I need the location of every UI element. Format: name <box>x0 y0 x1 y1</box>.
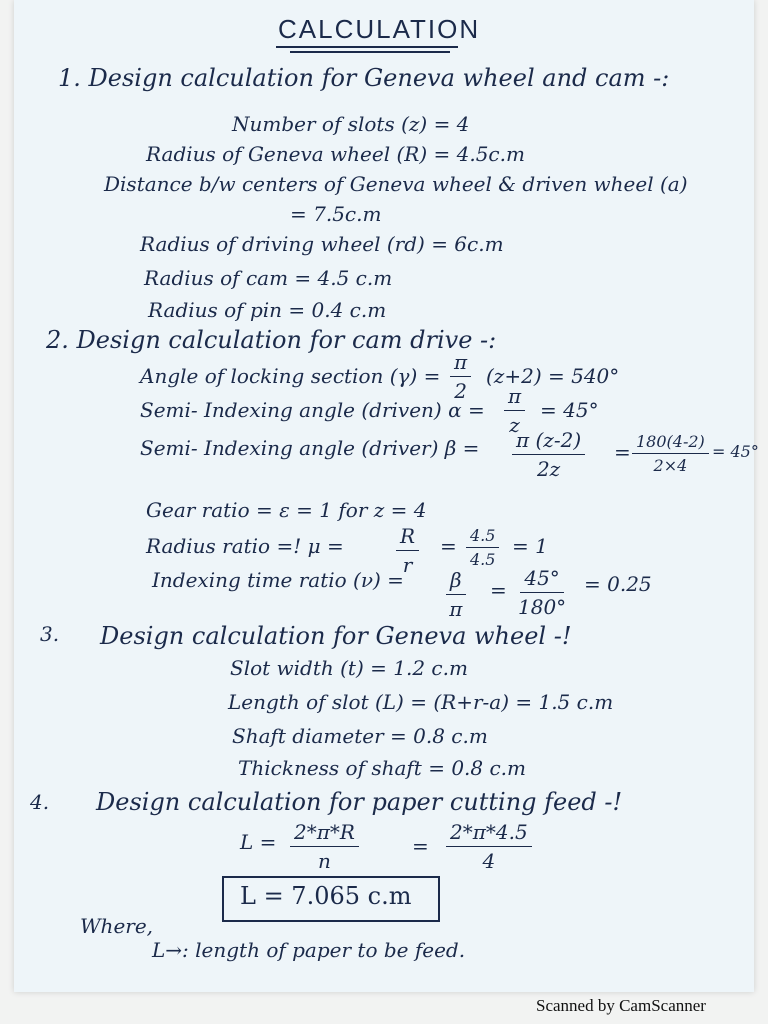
title-underline-2 <box>290 51 450 53</box>
indexing-ratio-fraction <box>446 568 466 621</box>
section1-line: Number of slots (z) = 4 <box>232 112 470 136</box>
semi-driver-result: = 45° <box>712 442 759 461</box>
semi-driven-label: Semi- Indexing angle (driven) α = <box>140 398 485 422</box>
fraction-numerator: 45° <box>520 566 563 593</box>
indexing-ratio-result: = 0.25 <box>584 572 652 596</box>
section3-heading: Design calculation for Geneva wheel -! <box>100 622 572 650</box>
fraction-denominator: 4 <box>482 849 496 873</box>
fraction-denominator: r <box>402 553 413 577</box>
section1-line: Radius of pin = 0.4 c.m <box>148 298 387 322</box>
section1-line: Distance b/w centers of Geneva wheel & driven wheel (a) <box>104 172 688 196</box>
section3-line: Length of slot (L) = (R+r-a) = 1.5 c.m <box>228 690 614 714</box>
section1-line: Radius of Geneva wheel (R) = 4.5c.m <box>146 142 525 166</box>
section3-line: Slot width (t) = 1.2 c.m <box>230 656 468 680</box>
section1-line: Radius of driving wheel (rd) = 6c.m <box>140 232 504 256</box>
page-title: CALCULATION <box>278 14 481 44</box>
where-label: Where, <box>80 914 154 938</box>
indexing-ratio-label: Indexing time ratio (ν) = <box>152 568 404 592</box>
scanner-footer: Scanned by CamScanner <box>536 996 706 1015</box>
section1-heading: 1. Design calculation for Geneva wheel and cam -: <box>58 64 670 92</box>
fraction-denominator: π <box>449 597 463 621</box>
feed-length-fraction <box>290 820 359 873</box>
indexing-ratio-equals: = <box>490 578 507 602</box>
fraction-denominator: 4.5 <box>470 550 496 569</box>
radius-ratio-fraction-2 <box>466 526 499 569</box>
section2-heading: 2. Design calculation for cam drive -: <box>46 326 497 354</box>
section4-number: 4. <box>30 790 50 814</box>
fraction-numerator: R <box>396 524 419 551</box>
section1-line: Radius of cam = 4.5 c.m <box>144 266 393 290</box>
section4-heading: Design calculation for paper cutting feed -! <box>96 788 623 816</box>
section1-line: = 7.5c.m <box>290 202 382 226</box>
locking-angle-result: (z+2) = 540° <box>486 364 620 388</box>
fraction-denominator: n <box>318 849 331 873</box>
semi-driven-result: = 45° <box>540 398 599 422</box>
section3-number: 3. <box>40 622 60 646</box>
radius-ratio-equals: = <box>440 534 457 558</box>
feed-length-equals: = <box>412 834 429 858</box>
radius-ratio-label: Radius ratio =! μ = <box>146 534 344 558</box>
locking-angle-label: Angle of locking section (γ) = <box>140 364 441 388</box>
fraction-numerator: π <box>504 384 525 411</box>
fraction-numerator: 180(4-2) <box>632 432 709 454</box>
fraction-numerator: 2*π*R <box>290 820 359 847</box>
fraction-numerator: 4.5 <box>466 526 499 548</box>
fraction-denominator: 2z <box>536 457 561 481</box>
feed-length-fraction-2 <box>446 820 532 873</box>
fraction-numerator: π (z-2) <box>512 428 585 455</box>
locking-angle-fraction <box>450 350 471 403</box>
fraction-denominator: 2 <box>454 379 467 403</box>
where-definition: L→: length of paper to be feed. <box>152 938 466 962</box>
fraction-numerator: β <box>446 568 466 595</box>
fraction-denominator: 2×4 <box>653 456 688 475</box>
fraction-denominator: 180° <box>518 595 567 619</box>
feed-length-result: L = 7.065 c.m <box>240 882 412 910</box>
semi-driver-fraction-2 <box>632 432 709 475</box>
title-underline-1 <box>276 46 458 48</box>
semi-driver-label: Semi- Indexing angle (driver) β = <box>140 436 480 460</box>
fraction-numerator: 2*π*4.5 <box>446 820 532 847</box>
feed-length-label: L = <box>240 830 277 854</box>
radius-ratio-result: = 1 <box>512 534 548 558</box>
indexing-ratio-fraction-2 <box>518 566 566 619</box>
fraction-numerator: π <box>450 350 471 377</box>
section3-line: Shaft diameter = 0.8 c.m <box>232 724 488 748</box>
semi-driver-fraction <box>512 428 585 481</box>
gear-ratio: Gear ratio = ε = 1 for z = 4 <box>146 498 427 522</box>
section3-line: Thickness of shaft = 0.8 c.m <box>238 756 527 780</box>
semi-driver-equals: = <box>614 440 631 464</box>
fraction-denominator: z <box>509 413 520 437</box>
